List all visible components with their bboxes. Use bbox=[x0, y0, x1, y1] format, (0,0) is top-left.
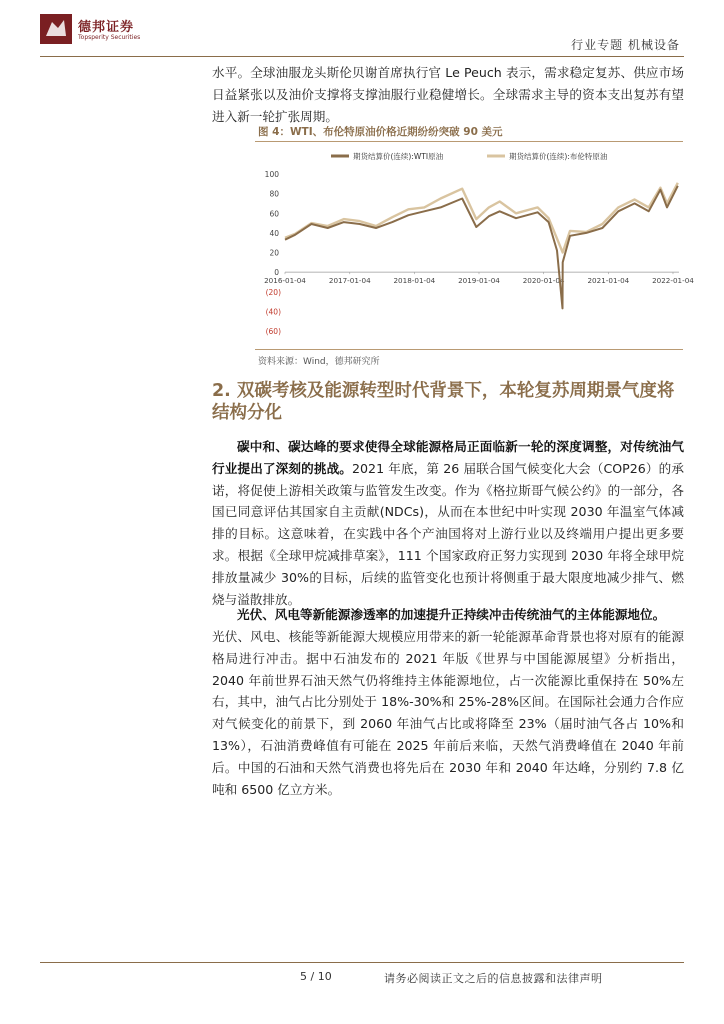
paragraph-carbon-lead: 碳中和、碳达峰的要求使得全球能源格局正面临新一轮的深度调整，对传统油气行业提出了深刻的挑战。 bbox=[212, 439, 684, 476]
oil-price-chart bbox=[255, 144, 694, 348]
page-number: 5 / 10 bbox=[300, 970, 332, 983]
x-tick-label: 2016-01-04 bbox=[264, 276, 306, 286]
y-tick-label: 100 bbox=[264, 170, 279, 179]
figure-title: 图 4：WTI、布伦特原油价格近期纷纷突破 90 美元 bbox=[258, 126, 503, 138]
y-tick-label: (60) bbox=[265, 327, 281, 336]
paragraph-carbon bbox=[212, 436, 684, 610]
section-heading: 2. 双碳考核及能源转型时代背景下，本轮复苏周期景气度将结构分化 bbox=[212, 381, 675, 423]
paragraph-renewables-lead-line bbox=[212, 604, 684, 626]
figure-bottom-rule bbox=[255, 349, 683, 350]
series-line-1 bbox=[285, 183, 678, 253]
report-category: 行业专题 机械设备 bbox=[571, 38, 680, 52]
paragraph-renewables-lead: 光伏、风电等新能源渗透率的加速提升正持续冲击传统油气的主体能源地位。 bbox=[237, 607, 666, 622]
intro-paragraph: 水平。全球油服龙头斯伦贝谢首席执行官 Le Peuch 表示，需求稳定复苏、供应市场日益紧张以及油价支撑将支撑油服行业稳健增长。全球需求主导的资本支出复苏有望进入新一轮扩张周期。 bbox=[212, 65, 684, 124]
x-tick-label: 2022-01-04 bbox=[652, 276, 694, 286]
y-tick-label: 0 bbox=[274, 268, 279, 278]
x-tick-label: 2020-01-04 bbox=[522, 276, 565, 286]
x-tick-label: 2017-01-04 bbox=[328, 276, 371, 286]
legend-label-1: 期货结算价(连续):布伦特原油 bbox=[509, 152, 608, 161]
paragraph-carbon-body: 2021 年底，第 26 届联合国气候变化大会（COP26）的承诺，将促使上游相关政策与监管发生改变。作为《格拉斯哥气候公约》的一部分，各国已同意评估其国家自主贡献(NDCs)，从而在本世纪中叶实现 2030 年温室气体减排的目标。这意味着，在实践中各个产油国将对上游行业以及终端用户提出更多要求。根据《全球甲烷减排草案》，111 个国家政府正努力实现到 2030 年将全球甲烷排放量减少 30%的目标，后续的监管变化也预计将侧重于最大限度地减少排气、燃烧与溢散排放。 bbox=[212, 460, 684, 607]
x-tick-label: 2019-01-04 bbox=[458, 276, 500, 286]
company-logo-icon bbox=[40, 14, 72, 44]
y-tick-label: 20 bbox=[269, 248, 279, 258]
figure-source: 资料来源：Wind，德邦研究所 bbox=[258, 357, 380, 367]
series-line-0 bbox=[285, 186, 678, 309]
company-name: 德邦证券 bbox=[78, 20, 135, 35]
header-divider bbox=[40, 56, 684, 57]
paragraph-renewables-body: 光伏、风电、核能等新能源大规模应用带来的新一轮能源革命背景也将对原有的能源格局进行冲击。据中石油发布的 2021 年版《世界与中国能源展望》分析指出，2040 年前世界石油天然气仍将维持主体能源地位，占一次能源比重保持在 50%左右，其中，油气占比分别处于 18%-30%和 25%-28%区间。在国际社会通力合作应对气候变化的前景下，到 2060 年油气占比或将降至 23%（届时油气各占 10%和 13%），石油消费峰值有可能在 2025 年前后来临，天然气消费峰值在 2040 年前后。中国的石油和天然气消费也将先后在 2030 年和 2040 年达峰，分别约 7.8 亿吨和 6500 亿立方米。 bbox=[212, 629, 684, 797]
y-tick-label: (40) bbox=[265, 307, 281, 317]
y-tick-label: 60 bbox=[269, 209, 279, 219]
x-tick-label: 2018-01-04 bbox=[393, 276, 436, 286]
y-tick-label: 40 bbox=[269, 228, 279, 238]
legend-label-0: 期货结算价(连续):WTI原油 bbox=[353, 152, 444, 161]
footer-divider bbox=[40, 962, 684, 963]
company-name-en: Topsperity Securities bbox=[78, 34, 141, 41]
figure-top-rule bbox=[255, 141, 683, 142]
legal-disclaimer: 请务必阅读正文之后的信息披露和法律声明 bbox=[384, 972, 603, 985]
y-tick-label: 80 bbox=[269, 189, 279, 199]
x-tick-label: 2021-01-04 bbox=[587, 276, 630, 286]
y-tick-label: (20) bbox=[265, 287, 281, 297]
